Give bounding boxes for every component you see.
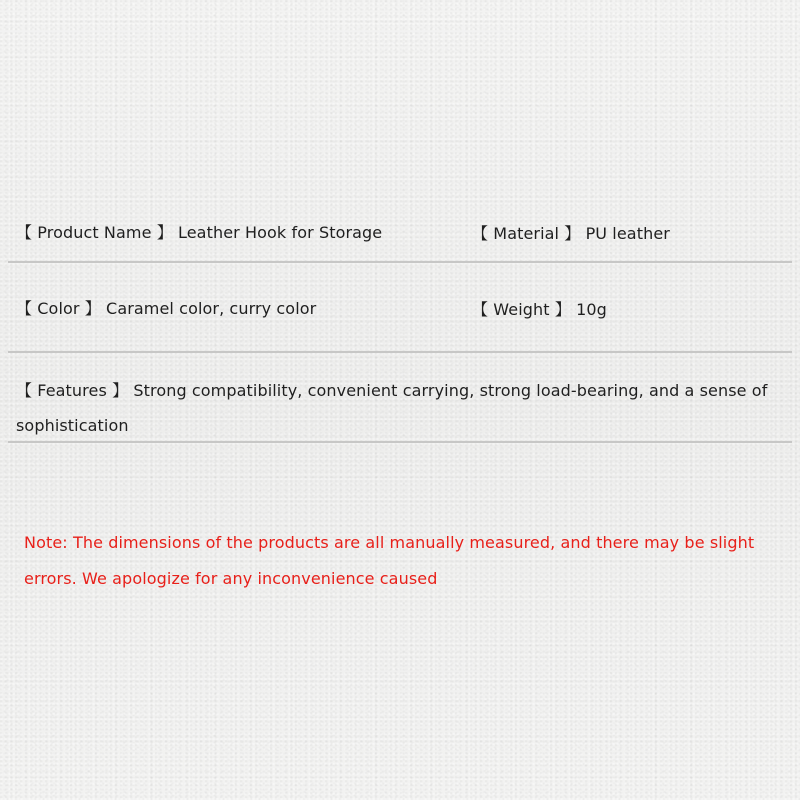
features-value: Strong compatibility, convenient carrying, strong load-bearing, and a sense of sophistication: [16, 381, 768, 435]
features-label: 【 Features 】: [16, 381, 129, 400]
weight-row: [472, 300, 607, 320]
features-row: [16, 373, 786, 443]
product-name-row: [16, 223, 382, 243]
divider-1: [8, 261, 792, 263]
divider-3: [8, 441, 792, 443]
color-value: Caramel color, curry color: [106, 299, 317, 318]
divider-2: [8, 351, 792, 353]
material-label: 【 Material 】: [472, 224, 581, 243]
material-value: PU leather: [585, 224, 670, 243]
measurement-note: Note: The dimensions of the products are all manually measured, and there may be slight errors. We apologize for any inconvenience caused: [24, 533, 755, 588]
color-row: [16, 299, 316, 319]
product-name-label: 【 Product Name 】: [16, 223, 173, 242]
material-row: [472, 224, 670, 244]
color-label: 【 Color 】: [16, 299, 101, 318]
product-name-value: Leather Hook for Storage: [178, 223, 383, 242]
weight-label: 【 Weight 】: [472, 300, 571, 319]
weight-value: 10g: [576, 300, 607, 319]
